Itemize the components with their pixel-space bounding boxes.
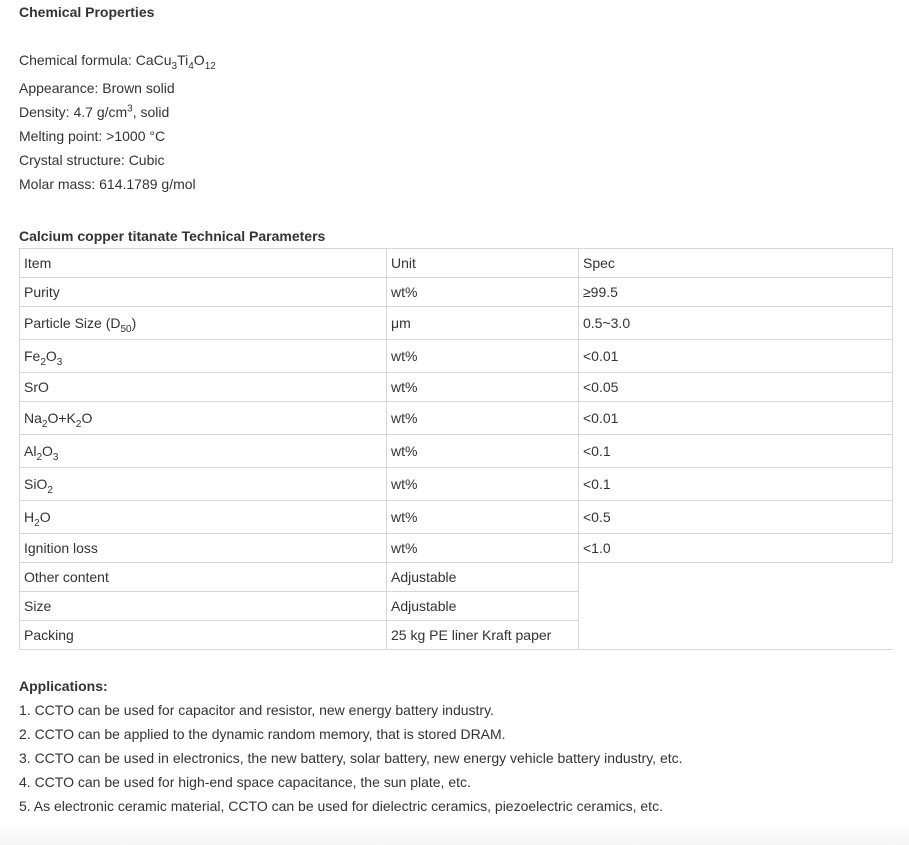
table-header-row xyxy=(20,249,893,278)
item-part: O xyxy=(81,410,93,426)
crystal-structure-line: Crystal structure: Cubic xyxy=(19,152,165,168)
chemical-properties-list xyxy=(19,51,216,199)
cell-item xyxy=(20,468,387,501)
item-part: Ignition loss xyxy=(24,540,98,556)
cell-item xyxy=(20,592,387,621)
item-part: 2 xyxy=(36,451,43,463)
cell-spec-empty xyxy=(579,563,893,592)
item-part: Other content xyxy=(24,569,109,585)
application-item: 5. As electronic ceramic material, CCTO can be used for dielectric ceramics, piezoelectric ceramics, etc. xyxy=(19,798,663,814)
cell-item xyxy=(20,563,387,592)
item-part: 3 xyxy=(56,356,63,368)
item-part: Packing xyxy=(24,627,74,643)
cell-spec-empty xyxy=(579,592,893,621)
cell-unit: wt% xyxy=(387,468,579,501)
cell-spec: <1.0 xyxy=(579,534,893,563)
density-value: Density: 4.7 g/cm xyxy=(19,104,128,120)
applications-heading: Applications: xyxy=(19,678,108,694)
item-part: 50 xyxy=(120,323,132,335)
cell-unit: wt% xyxy=(387,534,579,563)
technical-parameters-table xyxy=(19,248,893,650)
table-row xyxy=(20,563,893,592)
item-part: 2 xyxy=(34,517,40,529)
item-part: ) xyxy=(131,315,137,331)
formula-part: CaCu xyxy=(135,52,172,68)
header-item: Item xyxy=(20,249,387,278)
table-row xyxy=(20,278,893,307)
item-part: Al xyxy=(24,443,37,459)
table-row xyxy=(20,435,893,468)
chemical-formula-label: Chemical formula: xyxy=(19,52,132,68)
cell-spec: ≥99.5 xyxy=(579,278,893,307)
formula-part: 4 xyxy=(188,60,194,72)
cell-unit: 25 kg PE liner Kraft paper xyxy=(387,621,579,650)
item-part: Na xyxy=(24,410,42,426)
molar-mass-line: Molar mass: 614.1789 g/mol xyxy=(19,176,196,192)
cell-unit: wt% xyxy=(387,501,579,534)
chemical-formula-value xyxy=(135,52,216,72)
item-part: Purity xyxy=(24,284,60,300)
cell-unit: μm xyxy=(387,307,579,340)
table-row xyxy=(20,592,893,621)
item-part: Fe xyxy=(24,348,41,364)
item-part: Size xyxy=(24,598,52,614)
item-part: SrO xyxy=(24,379,49,395)
table-row xyxy=(20,402,893,435)
item-part: O xyxy=(42,443,53,459)
footer-fade xyxy=(0,823,909,845)
table-row xyxy=(20,468,893,501)
cell-spec: <0.5 xyxy=(579,501,893,534)
item-part: 2 xyxy=(75,418,82,430)
item-part: SiO xyxy=(24,476,48,492)
chemical-properties-heading: Chemical Properties xyxy=(19,4,155,20)
formula-part: O xyxy=(193,52,205,68)
applications-list xyxy=(19,700,683,820)
item-part: 2 xyxy=(40,356,46,368)
technical-parameters-heading: Calcium copper titanate Technical Parameters xyxy=(19,228,326,244)
chemical-formula-line xyxy=(19,51,216,79)
application-item: 4. CCTO can be used for high-end space capacitance, the sun plate, etc. xyxy=(19,774,471,790)
melting-point-line: Melting point: >1000 °C xyxy=(19,128,166,144)
formula-part: 3 xyxy=(171,60,178,72)
application-item: 3. CCTO can be used in electronics, the new battery, solar battery, new energy vehicle battery industry, etc. xyxy=(19,750,683,766)
application-item: 1. CCTO can be used for capacitor and resistor, new energy battery industry. xyxy=(19,702,494,718)
cell-spec: 0.5~3.0 xyxy=(579,307,893,340)
cell-spec: <0.01 xyxy=(579,340,893,373)
cell-item xyxy=(20,534,387,563)
cell-unit: wt% xyxy=(387,435,579,468)
density-line xyxy=(19,103,216,127)
cell-spec: <0.1 xyxy=(579,468,893,501)
cell-unit: Adjustable xyxy=(387,592,579,621)
cell-unit: wt% xyxy=(387,402,579,435)
item-part: O xyxy=(45,348,57,364)
cell-unit: wt% xyxy=(387,278,579,307)
application-item: 2. CCTO can be applied to the dynamic random memory, that is stored DRAM. xyxy=(19,726,506,742)
cell-item xyxy=(20,278,387,307)
table-row xyxy=(20,340,893,373)
item-part: O+K xyxy=(47,410,76,426)
cell-item xyxy=(20,340,387,373)
cell-unit: Adjustable xyxy=(387,563,579,592)
cell-spec: <0.01 xyxy=(579,402,893,435)
table-row xyxy=(20,534,893,563)
item-part: 2 xyxy=(41,418,48,430)
header-spec: Spec xyxy=(579,249,893,278)
item-part: O xyxy=(39,509,51,525)
cell-unit: wt% xyxy=(387,340,579,373)
cell-unit: wt% xyxy=(387,373,579,402)
cell-item xyxy=(20,307,387,340)
header-unit: Unit xyxy=(387,249,579,278)
cell-item xyxy=(20,501,387,534)
cell-item xyxy=(20,373,387,402)
density-state: , solid xyxy=(132,104,170,120)
item-part: 2 xyxy=(47,484,53,496)
cell-spec-empty xyxy=(579,621,893,650)
cell-spec: <0.05 xyxy=(579,373,893,402)
table-row xyxy=(20,373,893,402)
appearance-line: Appearance: Brown solid xyxy=(19,80,175,96)
table-row xyxy=(20,621,893,650)
cell-spec: <0.1 xyxy=(579,435,893,468)
table-row xyxy=(20,307,893,340)
item-part: Particle Size (D xyxy=(24,315,121,331)
item-part: 3 xyxy=(52,451,59,463)
table-row xyxy=(20,501,893,534)
cell-item xyxy=(20,621,387,650)
cell-item xyxy=(20,435,387,468)
formula-part: Ti xyxy=(177,52,189,68)
item-part: H xyxy=(24,509,35,525)
density-exponent: 3 xyxy=(127,103,133,115)
cell-item xyxy=(20,402,387,435)
formula-part: 12 xyxy=(204,60,216,72)
